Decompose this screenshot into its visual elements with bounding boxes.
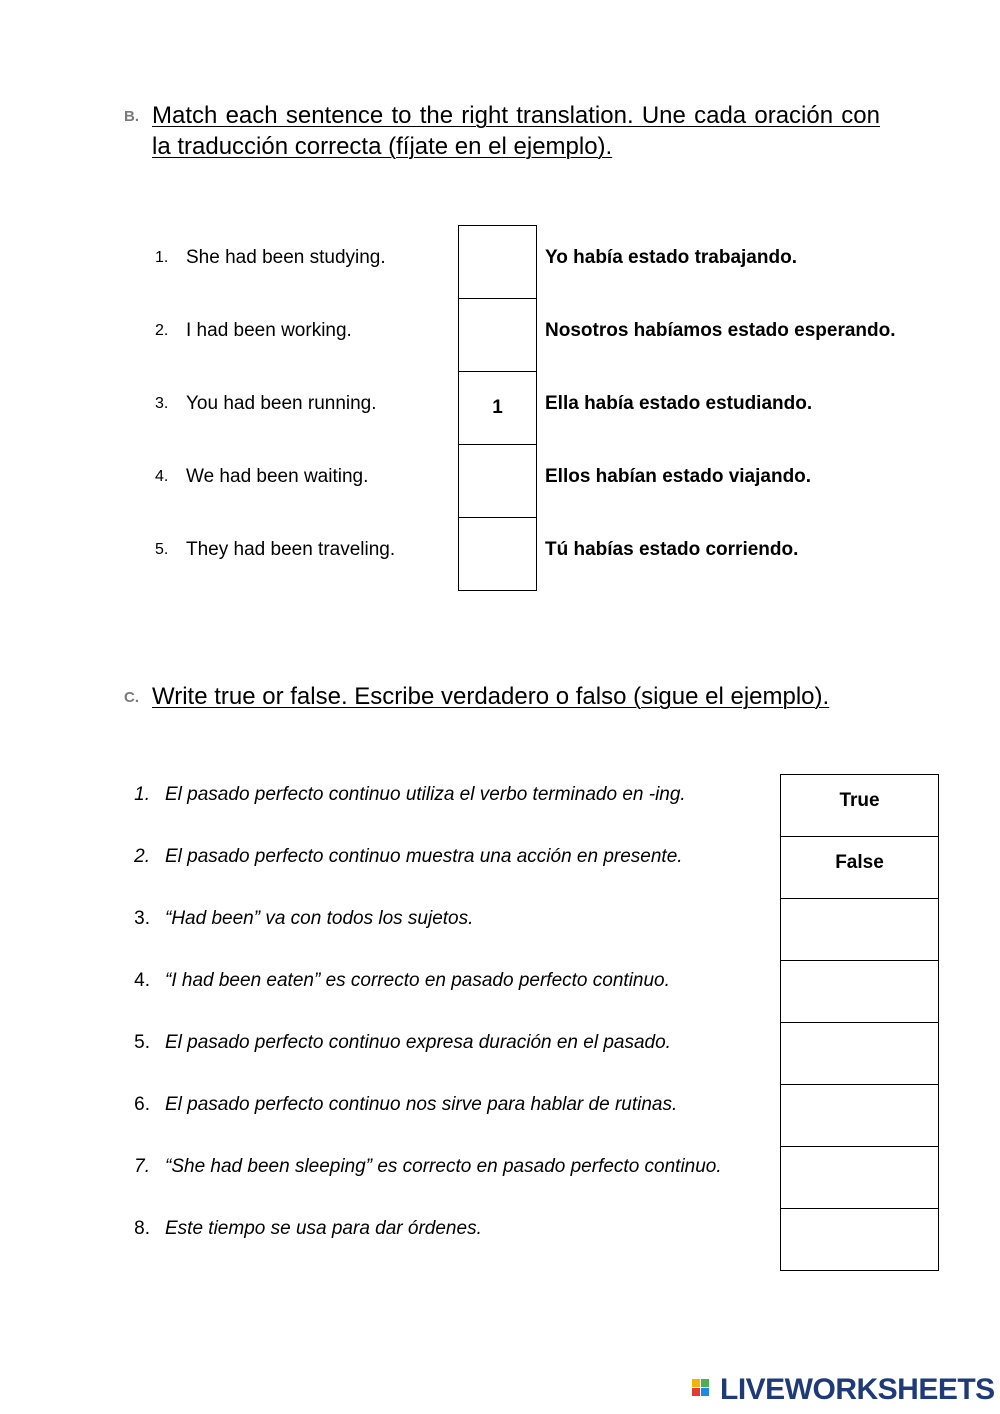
statement: “I had been eaten” es correcto en pasado perfecto continuo. <box>165 970 670 991</box>
answer-box[interactable]: False <box>780 836 939 898</box>
english-sentence: They had been traveling. <box>186 539 396 560</box>
true-false-row <box>0 1022 1000 1084</box>
answer-box[interactable] <box>780 1146 939 1208</box>
spanish-translation: Nosotros habíamos estado esperando. <box>545 320 896 341</box>
matching-row <box>0 513 1000 586</box>
statement: El pasado perfecto continuo muestra una acción en presente. <box>165 846 683 867</box>
row-number: 6. <box>134 1094 150 1115</box>
answer-box[interactable] <box>780 898 939 960</box>
answer-box[interactable] <box>458 225 537 298</box>
true-false-row <box>0 836 1000 898</box>
row-number: 3. <box>134 908 150 929</box>
true-false-row <box>0 1208 1000 1270</box>
spanish-translation: Yo había estado trabajando. <box>545 247 797 268</box>
section-c-instruction: Write true or false. Escribe verdadero o falso (sigue el ejemplo). <box>152 683 830 710</box>
section-b-letter: B. <box>124 108 139 125</box>
section-c-letter: C. <box>124 689 139 706</box>
statement: “She had been sleeping” es correcto en pasado perfecto continuo. <box>165 1156 722 1177</box>
answer-box[interactable]: True <box>780 774 939 836</box>
answer-box[interactable] <box>458 298 537 371</box>
true-false-row <box>0 774 1000 836</box>
row-number: 2. <box>155 322 169 339</box>
logo-square-3 <box>692 1388 700 1396</box>
answer-box[interactable] <box>458 517 537 591</box>
statement: Este tiempo se usa para dar órdenes. <box>165 1218 482 1239</box>
answer-box[interactable] <box>780 1022 939 1084</box>
true-false-row <box>0 960 1000 1022</box>
row-number: 5. <box>155 541 169 558</box>
statement: El pasado perfecto continuo expresa duración en el pasado. <box>165 1032 671 1053</box>
true-false-row <box>0 898 1000 960</box>
english-sentence: I had been working. <box>186 320 352 341</box>
statement: “Had been” va con todos los sujetos. <box>165 908 474 929</box>
row-number: 1. <box>155 249 169 266</box>
row-number: 5. <box>134 1032 150 1053</box>
logo-square-2 <box>701 1379 709 1387</box>
row-number: 8. <box>134 1218 150 1239</box>
row-number: 3. <box>155 395 169 412</box>
answer-box[interactable] <box>780 1084 939 1146</box>
spanish-translation: Tú habías estado corriendo. <box>545 539 799 560</box>
logo-square-4 <box>701 1388 709 1396</box>
spanish-translation: Ellos habían estado viajando. <box>545 466 812 487</box>
english-sentence: We had been waiting. <box>186 466 369 487</box>
true-false-row <box>0 1084 1000 1146</box>
row-number: 2. <box>134 846 150 867</box>
matching-row <box>0 221 1000 294</box>
section-b-instruction: Match each sentence to the right translation. Une cada oración con la traducción correcta (fíjate en el ejemplo). <box>152 102 880 160</box>
answer-box[interactable]: 1 <box>458 371 537 444</box>
row-number: 7. <box>134 1156 150 1177</box>
matching-row <box>0 294 1000 367</box>
answer-box[interactable] <box>780 960 939 1022</box>
matching-row <box>0 440 1000 513</box>
answer-box[interactable] <box>780 1208 939 1271</box>
logo-mark-icon <box>692 1377 718 1403</box>
logo-square-1 <box>692 1379 700 1387</box>
statement: El pasado perfecto continuo utiliza el verbo terminado en -ing. <box>165 784 686 805</box>
english-sentence: You had been running. <box>186 393 377 414</box>
liveworksheets-logo <box>692 1374 995 1406</box>
statement: El pasado perfecto continuo nos sirve para hablar de rutinas. <box>165 1094 678 1115</box>
spanish-translation: Ella había estado estudiando. <box>545 393 813 414</box>
answer-box[interactable] <box>458 444 537 517</box>
row-number: 4. <box>134 970 150 991</box>
true-false-row <box>0 1146 1000 1208</box>
logo-text: LIVEWORKSHEETS <box>720 1373 995 1406</box>
matching-row <box>0 367 1000 440</box>
row-number: 4. <box>155 468 169 485</box>
row-number: 1. <box>134 784 150 805</box>
english-sentence: She had been studying. <box>186 247 386 268</box>
